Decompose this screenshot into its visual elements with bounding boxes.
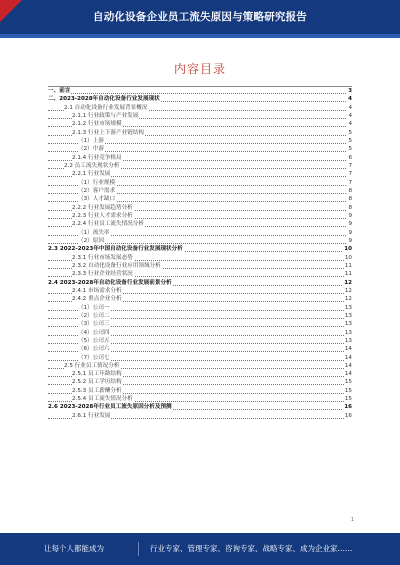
toc-entry-text: 2.3.3 行业企业经营状况 — [72, 271, 133, 278]
toc-entry[interactable] — [48, 295, 352, 303]
report-footer — [0, 533, 400, 565]
toc-entry-text: 2.3 2022-2023年中国自动化设备行业发展现状分析 — [48, 246, 183, 253]
toc-entry-page: 9 — [348, 229, 352, 236]
toc-entry[interactable] — [48, 129, 352, 137]
toc-entry-text: 2.4.2 重点企业分析 — [72, 296, 122, 303]
toc-entry[interactable] — [48, 220, 352, 228]
toc-entry-text: 2.1.1 行业政策与产业发展 — [72, 112, 139, 119]
toc-entry-text: 2.5.3 员工薪酬分析 — [72, 387, 122, 394]
toc-entry-text: （4）公司四 — [78, 329, 110, 336]
toc-entry-page: 12 — [344, 279, 352, 286]
toc-entry-text: 2.5.2 员工学历结构 — [72, 379, 122, 386]
toc-entry-page: 4 — [348, 104, 352, 111]
toc-entry-page: 13 — [344, 321, 352, 328]
toc-entry-page: 11 — [344, 271, 352, 278]
toc-entry-page: 15 — [344, 379, 352, 386]
toc-entry[interactable] — [48, 354, 352, 362]
toc-entry-text: （2）客户需求 — [78, 187, 116, 194]
toc-entry[interactable] — [48, 287, 352, 295]
toc-entry-page: 9 — [348, 221, 352, 228]
toc-entry-page: 4 — [348, 121, 352, 128]
toc-entry[interactable] — [48, 112, 352, 120]
toc-entry[interactable] — [48, 370, 352, 378]
toc-entry-page: 15 — [344, 387, 352, 394]
toc-entry-text: 2.1 自动化设备行业发展背景概况 — [64, 104, 148, 111]
toc-entry-text: 2.1.4 行业竞争格局 — [72, 154, 122, 161]
toc-entry-page: 9 — [348, 212, 352, 219]
toc-entry[interactable] — [48, 254, 352, 262]
toc-entry[interactable] — [48, 262, 352, 270]
toc-entry[interactable] — [48, 212, 352, 220]
toc-entry-text: 2.2.3 行业人才需求分析 — [72, 212, 133, 219]
toc-entry-page: 14 — [344, 362, 352, 369]
toc-entry-text: （1）行业规模 — [78, 179, 116, 186]
toc-entry[interactable] — [48, 120, 352, 128]
toc-entry[interactable] — [48, 362, 352, 370]
toc-entry-text: 一、前言 — [48, 88, 71, 94]
toc-entry-text: 2.5.4 员工流失情况分析 — [72, 396, 133, 403]
toc-entry[interactable] — [48, 195, 352, 203]
toc-entry[interactable] — [48, 170, 352, 178]
toc-entry[interactable] — [48, 95, 352, 103]
toc-entry[interactable] — [48, 378, 352, 386]
table-of-contents — [48, 87, 352, 420]
toc-entry-text: 2.2 员工流失现状分析 — [64, 162, 120, 169]
toc-title: 内容目录 — [173, 62, 226, 76]
toc-entry-text: 2.1.2 行业市场规模 — [72, 121, 122, 128]
toc-entry[interactable] — [48, 395, 352, 403]
toc-entry-text: （2）公司二 — [78, 312, 110, 319]
toc-entry-page: 13 — [344, 337, 352, 344]
toc-entry-page: 5 — [348, 137, 352, 144]
report-title: 自动化设备企业员工流失原因与策略研究报告 — [93, 11, 307, 23]
toc-entry[interactable] — [48, 270, 352, 278]
toc-leader-dots — [48, 87, 346, 94]
toc-entry-text: 2.6 2023-2028年行业员工流失原因分析及预测 — [48, 404, 172, 411]
toc-entry-text: 2.4.1 市场需求分析 — [72, 287, 122, 294]
toc-entry-text: （2）原因 — [78, 237, 104, 244]
toc-entry-page: 13 — [344, 329, 352, 336]
toc-entry-page: 12 — [344, 296, 352, 303]
toc-entry-page: 13 — [344, 304, 352, 311]
toc-entry-page: 3 — [348, 88, 352, 94]
toc-entry-page: 14 — [344, 354, 352, 361]
toc-entry[interactable] — [48, 304, 352, 312]
toc-entry[interactable] — [48, 329, 352, 337]
toc-entry-page: 16 — [344, 412, 352, 419]
toc-entry[interactable] — [48, 179, 352, 187]
toc-entry-page: 10 — [344, 254, 352, 261]
toc-entry-text: 2.3.2 自动化设备行业应用领域分析 — [72, 262, 161, 269]
toc-entry[interactable] — [48, 345, 352, 353]
toc-entry[interactable] — [48, 145, 352, 153]
toc-entry-page: 14 — [344, 346, 352, 353]
toc-entry-page: 8 — [348, 187, 352, 194]
toc-entry-text: 2.3.1 行业市场发展态势 — [72, 254, 133, 261]
toc-entry-text: 2.2.1 行业发展 — [72, 171, 111, 178]
toc-entry-text: 2.2.2 行业发展趋势分析 — [72, 204, 133, 211]
toc-entry-text: （5）公司五 — [78, 337, 110, 344]
toc-entry[interactable] — [48, 229, 352, 237]
toc-entry-page: 8 — [348, 196, 352, 203]
footer-separator — [138, 542, 139, 556]
toc-entry-page: 4 — [348, 112, 352, 119]
toc-entry[interactable] — [48, 279, 352, 287]
toc-entry[interactable] — [48, 403, 352, 411]
toc-entry-page: 12 — [344, 287, 352, 294]
toc-entry-page: 7 — [348, 162, 352, 169]
toc-entry-page: 15 — [344, 396, 352, 403]
toc-entry-text: （1）公司一 — [78, 304, 110, 311]
toc-entry-page: 13 — [344, 312, 352, 319]
toc-entry[interactable] — [48, 137, 352, 145]
toc-entry-page: 10 — [344, 246, 352, 253]
toc-entry-text: （7）公司七 — [78, 354, 110, 361]
toc-entry-text: 2.5.1 员工年龄结构 — [72, 371, 122, 378]
toc-entry-page: 11 — [344, 262, 352, 269]
footer-slogan-right: 行业专家、管理专家、咨询专家、战略专家、成为企业家…… — [150, 544, 353, 553]
toc-entry[interactable] — [48, 337, 352, 345]
toc-entry-page: 7 — [348, 171, 352, 178]
toc-entry-page: 5 — [348, 129, 352, 136]
toc-entry[interactable] — [48, 320, 352, 328]
toc-entry-page: 7 — [348, 179, 352, 186]
toc-entry-page: 14 — [344, 371, 352, 378]
toc-entry[interactable] — [48, 154, 352, 162]
toc-entry[interactable] — [48, 104, 352, 112]
toc-entry-text: 2.6.1 行业发展 — [72, 412, 111, 419]
toc-entry-text: （1）流失率 — [78, 229, 110, 236]
toc-entry[interactable] — [48, 87, 352, 95]
toc-entry-page: 4 — [348, 96, 352, 103]
toc-entry[interactable] — [48, 412, 352, 420]
header-underline — [0, 34, 400, 38]
toc-entry[interactable] — [48, 312, 352, 320]
toc-entry[interactable] — [48, 162, 352, 170]
toc-entry-text: 二、2023-2028年自动化设备行业发展现状 — [48, 96, 160, 103]
toc-entry-page: 8 — [348, 204, 352, 211]
footer-slogan-left: 让每个人都能成为 — [44, 544, 104, 553]
toc-entry-text: 2.4 2023-2028年自动化设备行业发展前景分析 — [48, 279, 172, 286]
toc-entry-text: 2.2.4 行业员工流失情况分析 — [72, 221, 144, 228]
page-number: 1 — [350, 517, 354, 523]
toc-entry-text: （1）上游 — [78, 137, 104, 144]
toc-entry[interactable] — [48, 187, 352, 195]
report-header — [0, 0, 400, 34]
toc-entry-page: 9 — [348, 237, 352, 244]
toc-entry-page: 16 — [344, 404, 352, 411]
toc-entry-text: （3）公司三 — [78, 321, 110, 328]
toc-entry[interactable] — [48, 387, 352, 395]
toc-entry-text: （6）公司六 — [78, 346, 110, 353]
toc-entry-text: 2.5 行业员工情况分析 — [64, 362, 120, 369]
toc-entry[interactable] — [48, 204, 352, 212]
toc-entry-page: 6 — [348, 154, 352, 161]
toc-entry-text: （2）中游 — [78, 146, 104, 153]
toc-entry[interactable] — [48, 237, 352, 245]
toc-entry-text: （3）人才缺口 — [78, 196, 116, 203]
toc-entry[interactable] — [48, 245, 352, 253]
toc-entry-text: 2.1.3 行业上下游产业链结构 — [72, 129, 144, 136]
toc-entry-page: 5 — [348, 146, 352, 153]
